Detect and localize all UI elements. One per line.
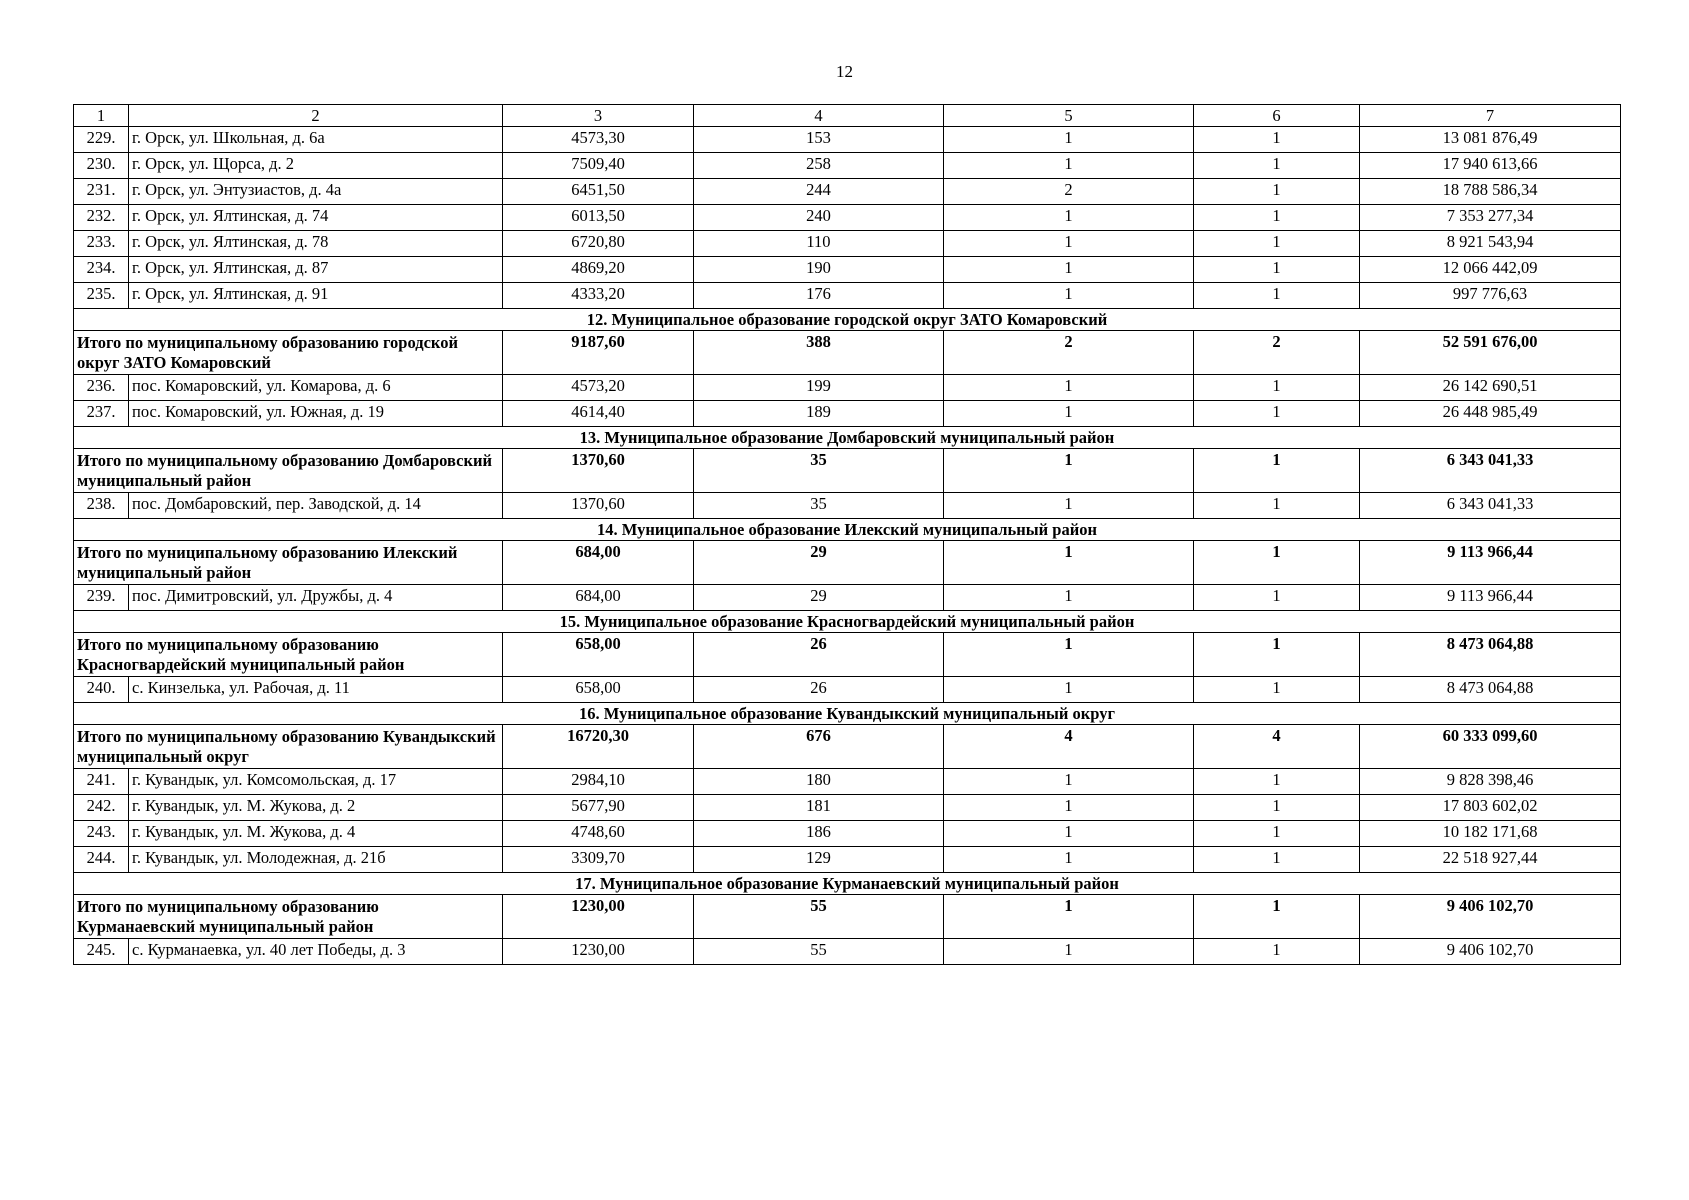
- address-cell: г. Орск, ул. Энтузиастов, д. 4а: [129, 179, 503, 205]
- total-row: [74, 633, 1621, 677]
- count-cell: 1: [944, 769, 1194, 795]
- address-cell: пос. Домбаровский, пер. Заводской, д. 14: [129, 493, 503, 519]
- address-cell: с. Курманаевка, ул. 40 лет Победы, д. 3: [129, 939, 503, 965]
- row-number: 239.: [74, 585, 129, 611]
- row-number: 238.: [74, 493, 129, 519]
- row-number: 237.: [74, 401, 129, 427]
- row-number: 232.: [74, 205, 129, 231]
- row-number: 236.: [74, 375, 129, 401]
- residents-cell: 153: [694, 127, 944, 153]
- section-header-row: [74, 703, 1621, 725]
- column-number: 3: [503, 105, 694, 127]
- column-number: 6: [1194, 105, 1360, 127]
- area-cell: 4333,20: [503, 283, 694, 309]
- total-count: 1: [944, 895, 1194, 939]
- amount-cell: 8 921 543,94: [1360, 231, 1621, 257]
- total-row: [74, 895, 1621, 939]
- row-number: 240.: [74, 677, 129, 703]
- area-cell: 4869,20: [503, 257, 694, 283]
- total-residents: 26: [694, 633, 944, 677]
- section-header-row: [74, 519, 1621, 541]
- address-cell: пос. Димитровский, ул. Дружбы, д. 4: [129, 585, 503, 611]
- count-cell: 1: [944, 493, 1194, 519]
- table-row: [74, 231, 1621, 257]
- amount-cell: 9 828 398,46: [1360, 769, 1621, 795]
- total-count: 1: [1194, 895, 1360, 939]
- row-number: 244.: [74, 847, 129, 873]
- amount-cell: 26 142 690,51: [1360, 375, 1621, 401]
- table-row: [74, 493, 1621, 519]
- total-residents: 676: [694, 725, 944, 769]
- residents-cell: 180: [694, 769, 944, 795]
- count-cell: 1: [1194, 677, 1360, 703]
- table-row: [74, 127, 1621, 153]
- section-title: 17. Муниципальное образование Курманаевский муниципальный район: [74, 873, 1621, 895]
- row-number: 241.: [74, 769, 129, 795]
- table-body: [74, 105, 1621, 965]
- address-cell: пос. Комаровский, ул. Комарова, д. 6: [129, 375, 503, 401]
- residents-cell: 26: [694, 677, 944, 703]
- amount-cell: 26 448 985,49: [1360, 401, 1621, 427]
- residents-cell: 129: [694, 847, 944, 873]
- residents-cell: 258: [694, 153, 944, 179]
- area-cell: 4573,30: [503, 127, 694, 153]
- total-amount: 9 113 966,44: [1360, 541, 1621, 585]
- table-row: [74, 939, 1621, 965]
- area-cell: 1230,00: [503, 939, 694, 965]
- row-number: 245.: [74, 939, 129, 965]
- column-number: 7: [1360, 105, 1621, 127]
- total-label: Итого по муниципальному образованию Красногвардейский муниципальный район: [74, 633, 503, 677]
- table-row: [74, 375, 1621, 401]
- section-title: 13. Муниципальное образование Домбаровский муниципальный район: [74, 427, 1621, 449]
- amount-cell: 18 788 586,34: [1360, 179, 1621, 205]
- total-residents: 35: [694, 449, 944, 493]
- count-cell: 1: [1194, 375, 1360, 401]
- page-number: 12: [836, 62, 853, 81]
- address-cell: г. Кувандык, ул. Комсомольская, д. 17: [129, 769, 503, 795]
- total-label: Итого по муниципальному образованию городской округ ЗАТО Комаровский: [74, 331, 503, 375]
- total-row: [74, 449, 1621, 493]
- count-cell: 1: [1194, 821, 1360, 847]
- total-label: Итого по муниципальному образованию Илекский муниципальный район: [74, 541, 503, 585]
- amount-cell: 17 940 613,66: [1360, 153, 1621, 179]
- total-count: 1: [944, 633, 1194, 677]
- area-cell: 6720,80: [503, 231, 694, 257]
- address-cell: г. Орск, ул. Ялтинская, д. 91: [129, 283, 503, 309]
- total-label: Итого по муниципальному образованию Курманаевский муниципальный район: [74, 895, 503, 939]
- address-cell: г. Кувандык, ул. М. Жукова, д. 4: [129, 821, 503, 847]
- total-row: [74, 725, 1621, 769]
- total-row: [74, 331, 1621, 375]
- area-cell: 1370,60: [503, 493, 694, 519]
- address-cell: г. Орск, ул. Ялтинская, д. 87: [129, 257, 503, 283]
- table-row: [74, 769, 1621, 795]
- section-title: 12. Муниципальное образование городской округ ЗАТО Комаровский: [74, 309, 1621, 331]
- section-title: 16. Муниципальное образование Кувандыкский муниципальный округ: [74, 703, 1621, 725]
- table-row: [74, 821, 1621, 847]
- count-cell: 1: [944, 231, 1194, 257]
- column-number: 1: [74, 105, 129, 127]
- total-area: 658,00: [503, 633, 694, 677]
- count-cell: 1: [1194, 847, 1360, 873]
- area-cell: 4748,60: [503, 821, 694, 847]
- area-cell: 6013,50: [503, 205, 694, 231]
- count-cell: 1: [944, 283, 1194, 309]
- residents-cell: 110: [694, 231, 944, 257]
- amount-cell: 6 343 041,33: [1360, 493, 1621, 519]
- address-cell: г. Орск, ул. Ялтинская, д. 74: [129, 205, 503, 231]
- address-cell: пос. Комаровский, ул. Южная, д. 19: [129, 401, 503, 427]
- row-number: 233.: [74, 231, 129, 257]
- count-cell: 1: [1194, 153, 1360, 179]
- residents-cell: 35: [694, 493, 944, 519]
- row-number: 230.: [74, 153, 129, 179]
- table-row: [74, 205, 1621, 231]
- count-cell: 1: [944, 795, 1194, 821]
- amount-cell: 9 113 966,44: [1360, 585, 1621, 611]
- area-cell: 7509,40: [503, 153, 694, 179]
- amount-cell: 9 406 102,70: [1360, 939, 1621, 965]
- address-cell: г. Кувандык, ул. М. Жукова, д. 2: [129, 795, 503, 821]
- total-count: 1: [1194, 633, 1360, 677]
- count-cell: 1: [1194, 179, 1360, 205]
- count-cell: 1: [944, 677, 1194, 703]
- residents-cell: 240: [694, 205, 944, 231]
- total-count: 2: [1194, 331, 1360, 375]
- amount-cell: 12 066 442,09: [1360, 257, 1621, 283]
- amount-cell: 10 182 171,68: [1360, 821, 1621, 847]
- count-cell: 1: [1194, 231, 1360, 257]
- column-number: 4: [694, 105, 944, 127]
- total-area: 684,00: [503, 541, 694, 585]
- area-cell: 5677,90: [503, 795, 694, 821]
- count-cell: 1: [944, 375, 1194, 401]
- count-cell: 1: [944, 257, 1194, 283]
- row-number: 231.: [74, 179, 129, 205]
- area-cell: 684,00: [503, 585, 694, 611]
- address-cell: г. Орск, ул. Щорса, д. 2: [129, 153, 503, 179]
- address-cell: г. Орск, ул. Школьная, д. 6а: [129, 127, 503, 153]
- count-cell: 1: [944, 401, 1194, 427]
- table-row: [74, 401, 1621, 427]
- amount-cell: 7 353 277,34: [1360, 205, 1621, 231]
- residents-cell: 29: [694, 585, 944, 611]
- total-count: 1: [944, 449, 1194, 493]
- table-row: [74, 847, 1621, 873]
- count-cell: 1: [944, 939, 1194, 965]
- table-row: [74, 677, 1621, 703]
- area-cell: 658,00: [503, 677, 694, 703]
- count-cell: 1: [1194, 493, 1360, 519]
- table-row: [74, 179, 1621, 205]
- table-row: [74, 257, 1621, 283]
- residents-cell: 244: [694, 179, 944, 205]
- count-cell: 1: [1194, 585, 1360, 611]
- data-table: [73, 104, 1621, 965]
- table-row: [74, 283, 1621, 309]
- total-count: 4: [1194, 725, 1360, 769]
- count-cell: 1: [1194, 769, 1360, 795]
- amount-cell: 17 803 602,02: [1360, 795, 1621, 821]
- amount-cell: 997 776,63: [1360, 283, 1621, 309]
- row-number: 242.: [74, 795, 129, 821]
- row-number: 234.: [74, 257, 129, 283]
- count-cell: 1: [1194, 283, 1360, 309]
- total-amount: 52 591 676,00: [1360, 331, 1621, 375]
- total-residents: 29: [694, 541, 944, 585]
- count-cell: 1: [944, 153, 1194, 179]
- total-residents: 388: [694, 331, 944, 375]
- section-header-row: [74, 309, 1621, 331]
- table-row: [74, 153, 1621, 179]
- amount-cell: 13 081 876,49: [1360, 127, 1621, 153]
- total-amount: 8 473 064,88: [1360, 633, 1621, 677]
- count-cell: 1: [944, 847, 1194, 873]
- count-cell: 1: [944, 205, 1194, 231]
- amount-cell: 8 473 064,88: [1360, 677, 1621, 703]
- total-label: Итого по муниципальному образованию Кувандыкский муниципальный округ: [74, 725, 503, 769]
- total-row: [74, 541, 1621, 585]
- section-header-row: [74, 427, 1621, 449]
- total-area: 1230,00: [503, 895, 694, 939]
- row-number: 235.: [74, 283, 129, 309]
- total-area: 9187,60: [503, 331, 694, 375]
- count-cell: 1: [944, 821, 1194, 847]
- area-cell: 4573,20: [503, 375, 694, 401]
- amount-cell: 22 518 927,44: [1360, 847, 1621, 873]
- total-count: 1: [944, 541, 1194, 585]
- address-cell: г. Кувандык, ул. Молодежная, д. 21б: [129, 847, 503, 873]
- count-cell: 1: [1194, 205, 1360, 231]
- column-number: 5: [944, 105, 1194, 127]
- residents-cell: 186: [694, 821, 944, 847]
- total-area: 16720,30: [503, 725, 694, 769]
- count-cell: 1: [944, 585, 1194, 611]
- column-number: 2: [129, 105, 503, 127]
- residents-cell: 176: [694, 283, 944, 309]
- table-row: [74, 795, 1621, 821]
- count-cell: 1: [1194, 401, 1360, 427]
- column-numbers-row: [74, 105, 1621, 127]
- residents-cell: 199: [694, 375, 944, 401]
- total-label: Итого по муниципальному образованию Домбаровский муниципальный район: [74, 449, 503, 493]
- count-cell: 1: [1194, 257, 1360, 283]
- area-cell: 4614,40: [503, 401, 694, 427]
- count-cell: 2: [944, 179, 1194, 205]
- address-cell: с. Кинзелька, ул. Рабочая, д. 11: [129, 677, 503, 703]
- total-count: 1: [1194, 541, 1360, 585]
- total-amount: 60 333 099,60: [1360, 725, 1621, 769]
- count-cell: 1: [1194, 795, 1360, 821]
- row-number: 243.: [74, 821, 129, 847]
- total-residents: 55: [694, 895, 944, 939]
- count-cell: 1: [1194, 939, 1360, 965]
- address-cell: г. Орск, ул. Ялтинская, д. 78: [129, 231, 503, 257]
- residents-cell: 55: [694, 939, 944, 965]
- area-cell: 6451,50: [503, 179, 694, 205]
- section-title: 15. Муниципальное образование Красногвардейский муниципальный район: [74, 611, 1621, 633]
- residents-cell: 181: [694, 795, 944, 821]
- section-header-row: [74, 611, 1621, 633]
- total-area: 1370,60: [503, 449, 694, 493]
- total-count: 2: [944, 331, 1194, 375]
- total-amount: 9 406 102,70: [1360, 895, 1621, 939]
- residents-cell: 189: [694, 401, 944, 427]
- section-title: 14. Муниципальное образование Илекский муниципальный район: [74, 519, 1621, 541]
- table-row: [74, 585, 1621, 611]
- row-number: 229.: [74, 127, 129, 153]
- total-count: 4: [944, 725, 1194, 769]
- total-amount: 6 343 041,33: [1360, 449, 1621, 493]
- residents-cell: 190: [694, 257, 944, 283]
- area-cell: 3309,70: [503, 847, 694, 873]
- count-cell: 1: [944, 127, 1194, 153]
- count-cell: 1: [1194, 127, 1360, 153]
- total-count: 1: [1194, 449, 1360, 493]
- section-header-row: [74, 873, 1621, 895]
- area-cell: 2984,10: [503, 769, 694, 795]
